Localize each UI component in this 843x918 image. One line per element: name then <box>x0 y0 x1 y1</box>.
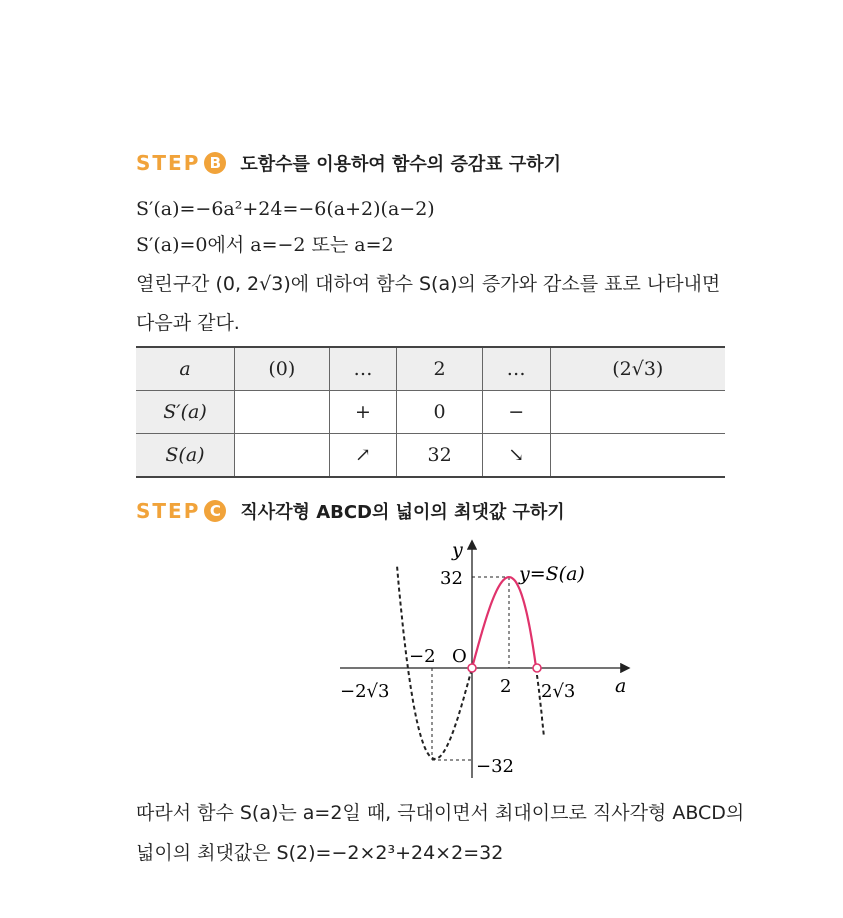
table-cell: ↗ <box>329 434 397 478</box>
tick-neg2-label: −2 <box>409 646 436 667</box>
origin-label: O <box>452 646 467 667</box>
max-value-label: 32 <box>440 568 463 589</box>
tick-2root3-label: 2√3 <box>541 681 576 702</box>
table-cell: (2√3) <box>550 347 725 391</box>
step-title: 도함수를 이용하여 함수의 증감표 구하기 <box>240 154 562 175</box>
table-cell: … <box>482 347 550 391</box>
tick-2-label: 2 <box>500 676 512 697</box>
table-cell: S(a) <box>136 434 235 478</box>
table-cell: a <box>136 347 235 391</box>
zeros-line: S′(a)=0에서 a=−2 또는 a=2 <box>136 234 394 256</box>
step-title: 직사각형 ABCD의 넓이의 최댓값 구하기 <box>240 502 565 523</box>
tick-neg2root3-label: −2√3 <box>340 681 390 702</box>
table-cell: 0 <box>397 391 482 434</box>
table-cell: S′(a) <box>136 391 235 434</box>
y-axis-label: y <box>452 539 463 561</box>
table-cell: (0) <box>235 347 330 391</box>
open-point-origin <box>468 664 476 672</box>
step-label: STEP <box>136 151 201 175</box>
table-cell: − <box>482 391 550 434</box>
table-cell: ↘ <box>482 434 550 478</box>
step-badge: B <box>204 152 226 174</box>
conclusion-line-2: 넓이의 최댓값은 S(2)=−2×2³+24×2=32 <box>136 842 504 864</box>
step-badge: C <box>204 500 226 522</box>
conclusion-line-1: 따라서 함수 S(a)는 a=2일 때, 극대이면서 최대이므로 직사각형 ABCD의 <box>136 802 745 824</box>
open-point-2root3 <box>533 664 541 672</box>
table-cell: 32 <box>397 434 482 478</box>
curve-label: y=S(a) <box>519 563 585 585</box>
table-cell: + <box>329 391 397 434</box>
derivative-line: S′(a)=−6a²+24=−6(a+2)(a−2) <box>136 198 435 220</box>
table-cell: 2 <box>397 347 482 391</box>
interval-line-1: 열린구간 (0, 2√3)에 대하여 함수 S(a)의 증가와 감소를 표로 나타내면 <box>136 273 721 295</box>
min-value-label: −32 <box>476 756 514 777</box>
table-cell: … <box>329 347 397 391</box>
x-axis-label: a <box>615 675 627 697</box>
step-label: STEP <box>136 499 201 523</box>
interval-line-2: 다음과 같다. <box>136 312 240 334</box>
curve-solid <box>472 577 536 668</box>
